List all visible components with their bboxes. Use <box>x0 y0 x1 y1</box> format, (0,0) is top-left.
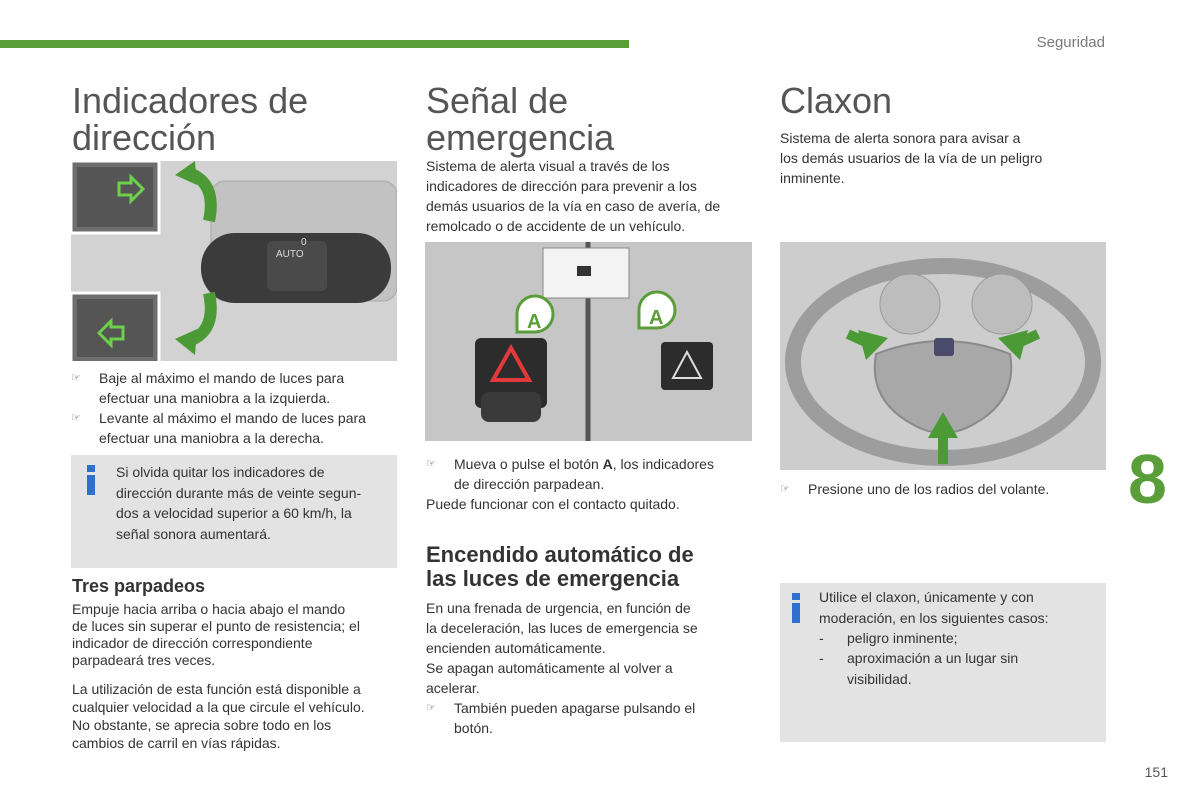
brand-logo-icon <box>934 338 954 356</box>
info-icon <box>790 593 802 623</box>
pointing-hand-icon: ☞ <box>71 412 81 424</box>
bullet-raise-stalk: ☞ Levante al máximo el mando de luces para efectuar una maniobra a la derecha. <box>71 410 366 446</box>
steering-wheel-illustration <box>780 242 1106 470</box>
bullet-lower-stalk: ☞ Baje al máximo el mando de luces para efectuar una maniobra a la izquierda. <box>71 370 345 406</box>
note-ignition-off: Puede funcionar con el contacto quitado. <box>426 496 680 512</box>
pointing-hand-icon: ☞ <box>780 483 790 495</box>
svg-text:A: A <box>649 307 664 329</box>
paragraph-auto-hazard: En una frenada de urgencia, en función de la deceleración, las luces de emergencia se encienden automáticamente. Se apagan automáticamente al volver a acelerar. <box>426 600 698 696</box>
pointing-hand-icon: ☞ <box>71 372 81 384</box>
title-line-2: dirección <box>72 117 217 158</box>
bullet-press-horn: ☞ Presione uno de los radios del volante. <box>780 481 1050 497</box>
subheading-tres-parpadeos: Tres parpadeos <box>72 576 206 596</box>
hazard-button-illustration <box>425 242 752 441</box>
section-label: Seguridad <box>1036 34 1105 51</box>
figure-steering-wheel <box>780 242 1106 470</box>
list-item: - aproximación a un lugar sin visibilidad. <box>819 650 1019 687</box>
pointing-hand-icon: ☞ <box>426 702 436 714</box>
bullet-turn-off-hazard: ☞ También pueden apagarse pulsando el botón. <box>426 700 696 736</box>
title-claxon: Claxon <box>780 80 893 121</box>
svg-text:A: A <box>527 311 542 333</box>
zero-label: 0 <box>301 237 307 248</box>
figure-turn-signal-stalk <box>71 161 397 361</box>
intro-senal-emergencia: Sistema de alerta visual a través de los indicadores de dirección para prevenir a los demás usuarios de la vía en caso de avería, de remolcado o de accidente de un vehículo. <box>426 158 721 234</box>
page-number: 151 <box>1144 764 1168 780</box>
title-indicadores <box>72 82 308 156</box>
paragraph-availability: La utilización de esta función está disponible a cualquier velocidad a la que circule el vehículo. No obstante, se aprecia sobre todo en los cambios de carril en vías rápidas. <box>72 681 365 751</box>
auto-label: AUTO <box>276 249 304 260</box>
paragraph-tres-parpadeos: Empuje hacia arriba o hacia abajo el mando de luces sin superar el punto de resistencia; el indicador de dirección correspondiente parpadeará tres veces. <box>72 601 360 668</box>
title-senal-emergencia <box>426 82 614 156</box>
info-box-horn-usage: Utilice el claxon, únicamente y con moderación, en los siguientes casos: - peligro inminente; - aproximación a un lugar sin visibilidad. <box>780 583 1106 742</box>
header-accent-bar <box>0 40 629 48</box>
turn-signal-stalk-illustration <box>71 161 397 361</box>
title-line-1: Señal de <box>426 80 569 121</box>
info-box-signal-warning: Si olvida quitar los indicadores de dirección durante más de veinte segun- dos a velocidad superior a 60 km/h, la señal sonora aumentará. <box>71 455 397 568</box>
intro-claxon: Sistema de alerta sonora para avisar a los demás usuarios de la vía de un peligro inminente. <box>780 130 1043 186</box>
bullet-press-button-a: ☞ Mueva o pulse el botón A, los indicadores de dirección parpadean. <box>426 456 714 492</box>
title-line-1: Indicadores de <box>72 80 309 121</box>
figure-hazard-button <box>425 242 752 441</box>
title-line-2: emergencia <box>426 117 615 158</box>
chapter-number: 8 <box>1128 440 1167 518</box>
list-item: - peligro inminente; <box>819 630 958 646</box>
pointing-hand-icon: ☞ <box>426 458 436 470</box>
subheading-encendido-automatico: Encendido automático de las luces de emergencia <box>426 542 694 591</box>
info-icon <box>85 465 97 495</box>
